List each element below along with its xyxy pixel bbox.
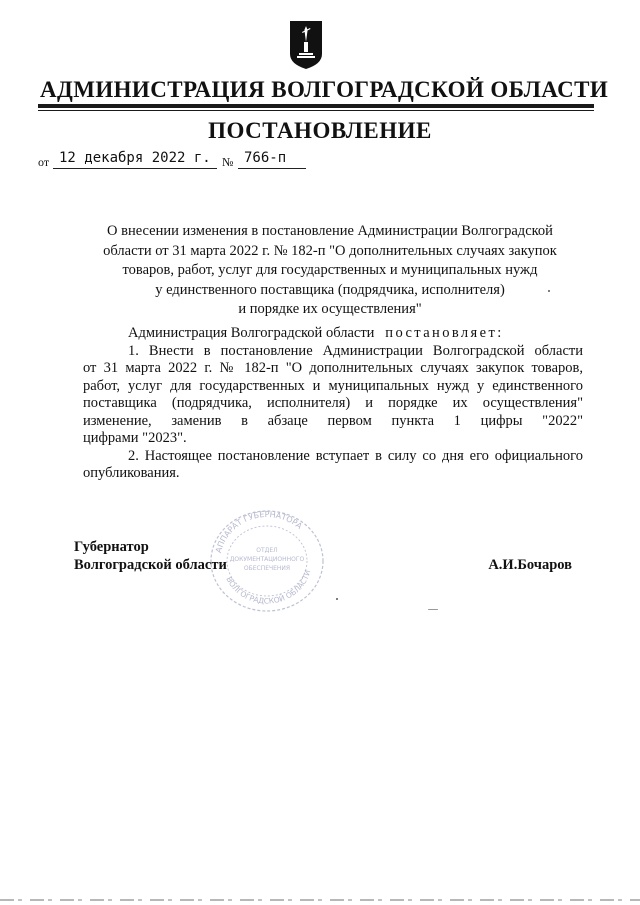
item-1 [83, 343, 583, 448]
subject-line: товаров, работ, услуг для государственных и муниципальных нужд [122, 262, 538, 278]
stamp-inner-line: ОБЕСПЕЧЕНИЯ [243, 565, 291, 572]
organization-title: АДМИНИСТРАЦИЯ ВОЛГОГРАДСКОЙ ОБЛАСТИ [40, 77, 609, 102]
item-1-line: от 31 марта 2022 г. № 182-п "О дополнительных случаях закупок товаров, [83, 360, 583, 376]
date-number-row [38, 149, 338, 171]
document-body [83, 325, 583, 483]
svg-text:ВОЛГОГРАДСКОЙ ОБЛАСТИ [224, 569, 312, 606]
volgograd-emblem-icon [289, 20, 323, 70]
date-prefix: от [38, 155, 50, 169]
signature-position-line: Волгоградской области [74, 557, 227, 573]
number-prefix: № [222, 155, 234, 169]
item-1-line: цифрами "2023". [83, 430, 187, 446]
item-2 [83, 448, 583, 483]
date-value: 12 декабря 2022 г. [53, 149, 217, 169]
scan-bottom-edge [0, 899, 640, 901]
preamble-verb: постановляет: [385, 325, 504, 341]
scan-speck [336, 598, 338, 600]
document-number: 766-п [238, 149, 306, 169]
stamp-outer-top: АППАРАТ ГУБЕРНАТОРА [214, 509, 304, 554]
item-1-line: поставщика (подрядчика, исполнителя) и порядке их осуществления" [83, 395, 583, 411]
scan-speck [428, 609, 438, 610]
header-rule-thin [38, 110, 594, 111]
item-1-line: работ, услуг для государственных и муниципальных нужд у единственного [83, 377, 583, 394]
signature-position-line: Губернатор [74, 539, 149, 555]
item-1-line: изменение, заменив в абзаце первом пункта 1 цифры "2022" [83, 412, 583, 429]
item-2-line: опубликования. [83, 465, 180, 481]
preamble-lead: Администрация Волгоградской области [128, 325, 375, 341]
subject-line: О внесении изменения в постановление Администрации Волгоградской [107, 223, 553, 239]
stamp-outer-bottom: ВОЛГОГРАДСКОЙ ОБЛАСТИ [224, 568, 313, 606]
signer-name: А.И.Бочаров [488, 557, 572, 573]
preamble [83, 325, 583, 343]
subject-line: у единственного поставщика (подрядчика, исполнителя) [155, 281, 505, 298]
header-rule-thick [38, 104, 594, 108]
item-2-line: 2. Настоящее постановление вступает в силу со дня его официального [128, 447, 583, 464]
stamp-inner-line: ДОКУМЕНТАЦИОННОГО [229, 556, 305, 563]
subject-line: области от 31 марта 2022 г. № 182-п "О дополнительных случаях закупок [103, 242, 557, 259]
document-subject [60, 222, 600, 320]
scan-speck [548, 290, 550, 292]
item-1-line: 1. Внести в постановление Администрации Волгоградской области [128, 342, 583, 359]
stamp-inner-line: ОТДЕЛ [256, 547, 278, 554]
subject-line: и порядке их осуществления" [238, 301, 422, 317]
document-type-heading: ПОСТАНОВЛЕНИЕ [208, 118, 432, 143]
signature-position [74, 538, 227, 574]
